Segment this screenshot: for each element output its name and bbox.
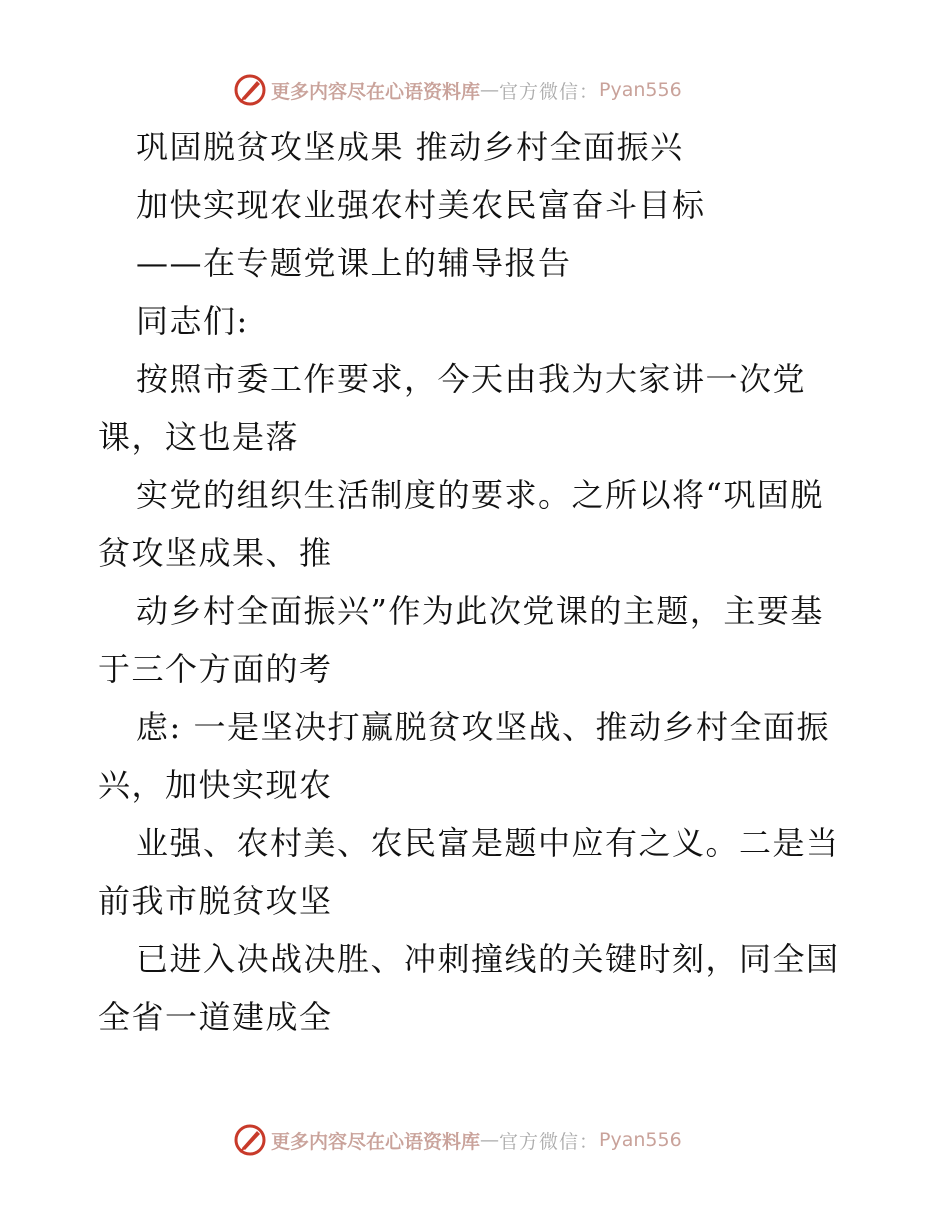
paragraph-line: 全省一道建成全 [98, 998, 333, 1036]
watermark-wechat-id: Pyan556 [599, 79, 682, 101]
paragraph-line: 贫攻坚成果、推 [98, 534, 333, 572]
watermark-wechat-label: 官方微信： [499, 80, 600, 103]
paragraph-line: 已进入决战决胜、冲刺撞线的关键时刻，同全国 [136, 940, 840, 978]
paragraph-line: 前我市脱贫攻坚 [98, 882, 333, 920]
paragraph-line: 动乡村全面振兴”作为此次党课的主题，主要基 [136, 592, 824, 630]
watermark-separator: — [480, 1129, 500, 1151]
watermark-wechat-label: 官方微信： [499, 1130, 600, 1153]
document-report-label: ——在专题党课上的辅导报告 [136, 244, 572, 282]
paragraph-line: 于三个方面的考 [98, 650, 333, 688]
watermark-footer [233, 1122, 682, 1158]
watermark-wechat-id: Pyan556 [599, 1129, 682, 1151]
paragraph-line: 业强、农村美、农民富是题中应有之义。二是当 [136, 824, 840, 862]
red-feather-pen-logo-icon [233, 1123, 267, 1157]
document-body [98, 118, 858, 1046]
watermark-separator: — [480, 79, 500, 101]
paragraph-line: 兴，加快实现农 [98, 766, 333, 804]
red-feather-pen-logo-icon [233, 73, 267, 107]
paragraph-line: 实党的组织生活制度的要求。之所以将“巩固脱 [136, 476, 824, 514]
paragraph-line: 虑: 一是坚决打赢脱贫攻坚战、推动乡村全面振 [136, 708, 830, 746]
document-title: 巩固脱贫攻坚成果 推动乡村全面振兴 [136, 128, 684, 166]
document-subtitle: 加快实现农业强农村美农民富奋斗目标 [136, 186, 706, 224]
paragraph-line: 课，这也是落 [98, 418, 300, 456]
watermark-header [233, 72, 682, 108]
watermark-brand-text: 更多内容尽在心语资料库 [271, 80, 481, 103]
watermark-brand-text: 更多内容尽在心语资料库 [271, 1130, 481, 1153]
paragraph-line: 按照市委工作要求，今天由我为大家讲一次党 [136, 360, 807, 398]
salutation: 同志们: [136, 302, 249, 340]
